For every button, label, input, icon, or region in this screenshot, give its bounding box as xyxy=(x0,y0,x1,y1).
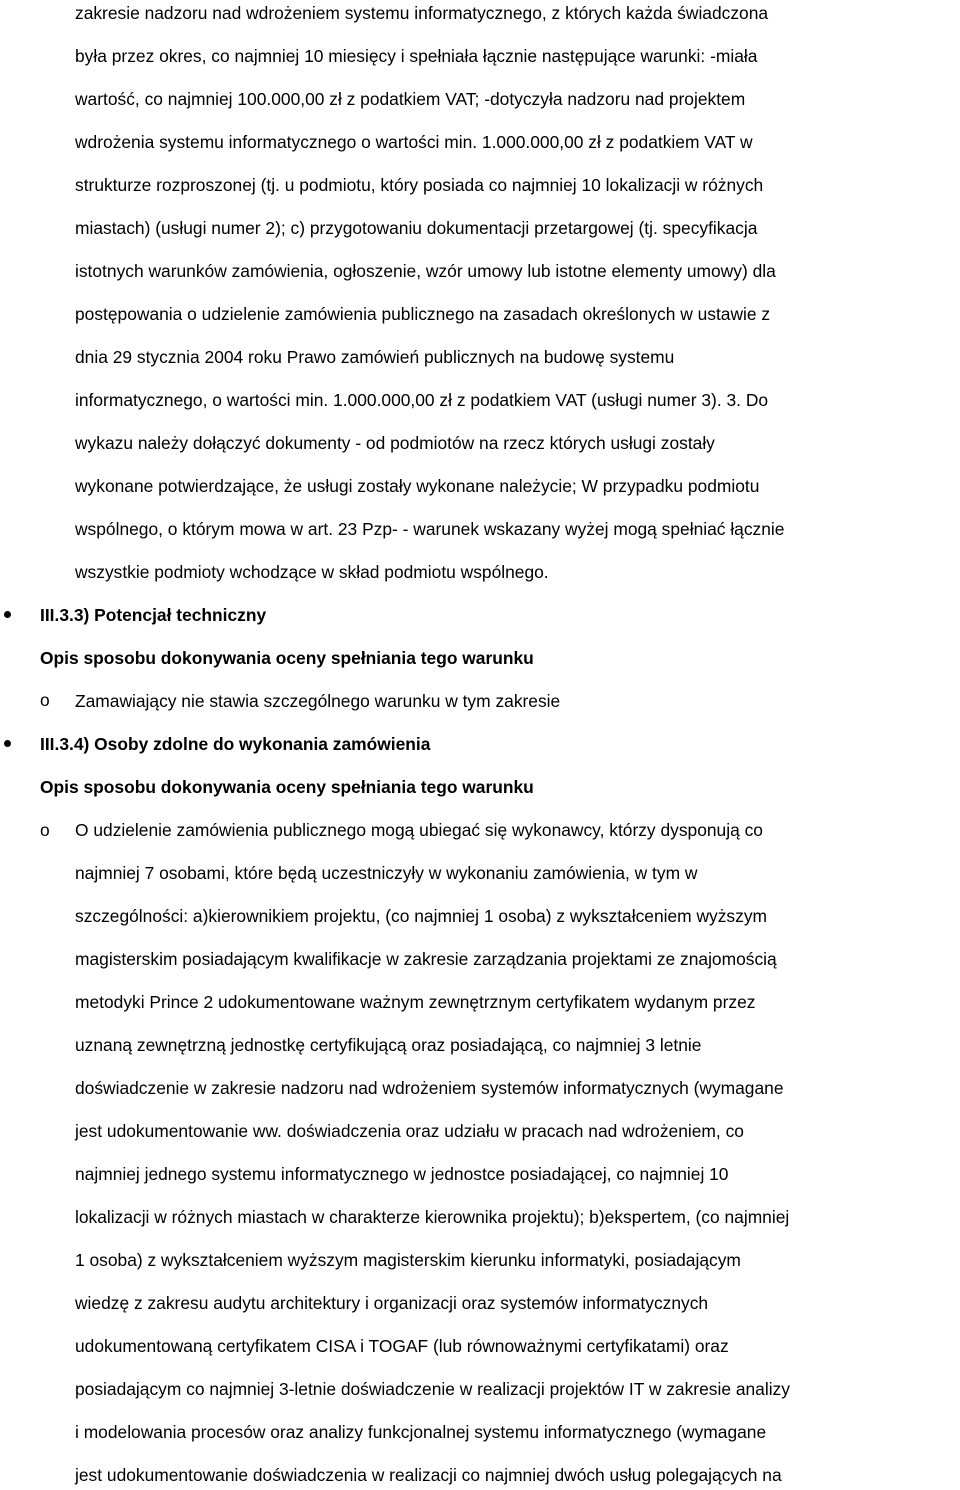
paragraph-line: wszystkie podmioty wchodzące w skład podmiotu wspólnego. xyxy=(75,562,549,582)
paragraph-line: informatycznego, o wartości min. 1.000.000,00 zł z podatkiem VAT (usługi numer 3). 3. Do xyxy=(75,390,769,410)
list-item: Zamawiający nie stawia szczególnego warunku w tym zakresie xyxy=(75,691,561,711)
list-item-line: lokalizacji w różnych miastach w charakterze kierownika projektu); b)ekspertem, (co najmniej xyxy=(75,1207,790,1227)
list-item-line: najmniej 7 osobami, które będą uczestniczyły w wykonaniu zamówienia, w tym w xyxy=(75,863,698,883)
paragraph-line: wspólnego, o którym mowa w art. 23 Pzp- - warunek wskazany wyżej mogą spełniać łącznie xyxy=(75,519,785,539)
list-item-line: doświadczenie w zakresie nadzoru nad wdrożeniem systemów informatycznych (wymagane xyxy=(75,1078,784,1098)
paragraph-line: wykonane potwierdzające, że usługi zostały wykonane należycie; W przypadku podmiotu xyxy=(75,476,760,496)
paragraph-line: zakresie nadzoru nad wdrożeniem systemu informatycznego, z których każda świadczona xyxy=(75,3,769,23)
list-item-line: jest udokumentowanie ww. doświadczenia oraz udziału w pracach nad wdrożeniem, co xyxy=(75,1121,744,1141)
list-item-line: posiadającym co najmniej 3-letnie doświadczenie w realizacji projektów IT w zakresie analizy xyxy=(75,1379,790,1399)
list-item-line: O udzielenie zamówienia publicznego mogą ubiegać się wykonawcy, którzy dysponują co xyxy=(75,820,763,840)
list-item-line: udokumentowaną certyfikatem CISA i TOGAF (lub równoważnymi certyfikatami) oraz xyxy=(75,1336,729,1356)
paragraph-line: wykazu należy dołączyć dokumenty - od podmiotów na rzecz których usługi zostały xyxy=(75,433,715,453)
paragraph-line: strukturze rozproszonej (tj. u podmiotu, który posiada co najmniej 10 lokalizacji w różnych xyxy=(75,175,764,195)
section-heading-potencjal: III.3.3) Potencjał techniczny xyxy=(40,605,267,625)
paragraph-line: dnia 29 stycznia 2004 roku Prawo zamówień publicznych na budowę systemu xyxy=(75,347,675,367)
paragraph-line: wartość, co najmniej 100.000,00 zł z podatkiem VAT; -dotyczyła nadzoru nad projektem xyxy=(75,89,746,109)
sub-bullet-marker: o xyxy=(40,690,50,710)
bullet-dot-icon xyxy=(4,740,11,747)
list-item-line: 1 osoba) z wykształceniem wyższym magisterskim kierunku informatyki, posiadającym xyxy=(75,1250,741,1270)
paragraph-line: istotnych warunków zamówienia, ogłoszenie, wzór umowy lub istotne elementy umowy) dla xyxy=(75,261,776,281)
list-item-line: jest udokumentowanie doświadczenia w realizacji co najmniej dwóch usług polegających na xyxy=(75,1465,782,1485)
list-item-line: metodyki Prince 2 udokumentowane ważnym zewnętrznym certyfikatem wydanym przez xyxy=(75,992,756,1012)
sub-bullet-marker: o xyxy=(40,820,50,840)
list-item-line: uznaną zewnętrzną jednostkę certyfikującą oraz posiadającą, co najmniej 3 letnie xyxy=(75,1035,702,1055)
list-item-line: wiedzę z zakresu audytu architektury i organizacji oraz systemów informatycznych xyxy=(75,1293,709,1313)
section-heading-osoby: III.3.4) Osoby zdolne do wykonania zamówienia xyxy=(40,734,431,754)
paragraph-line: miastach) (usługi numer 2); c) przygotowaniu dokumentacji przetargowej (tj. specyfikacja xyxy=(75,218,758,238)
section-subheading: Opis sposobu dokonywania oceny spełniania tego warunku xyxy=(40,648,534,668)
list-item-line: i modelowania procesów oraz analizy funkcjonalnej systemu informatycznego (wymagane xyxy=(75,1422,767,1442)
list-item-line: magisterskim posiadającym kwalifikacje w zakresie zarządzania projektami ze znajomością xyxy=(75,949,777,969)
bullet-dot-icon xyxy=(4,611,11,618)
section-subheading: Opis sposobu dokonywania oceny spełniania tego warunku xyxy=(40,777,534,797)
paragraph-line: była przez okres, co najmniej 10 miesięcy i spełniała łącznie następujące warunki: -miała xyxy=(75,46,758,66)
list-item-line: szczególności: a)kierownikiem projektu, (co najmniej 1 osoba) z wykształceniem wyższym xyxy=(75,906,767,926)
paragraph-line: postępowania o udzielenie zamówienia publicznego na zasadach określonych w ustawie z xyxy=(75,304,771,324)
paragraph-line: wdrożenia systemu informatycznego o wartości min. 1.000.000,00 zł z podatkiem VAT w xyxy=(75,132,753,152)
list-item-line: najmniej jednego systemu informatycznego w jednostce posiadającej, co najmniej 10 xyxy=(75,1164,729,1184)
